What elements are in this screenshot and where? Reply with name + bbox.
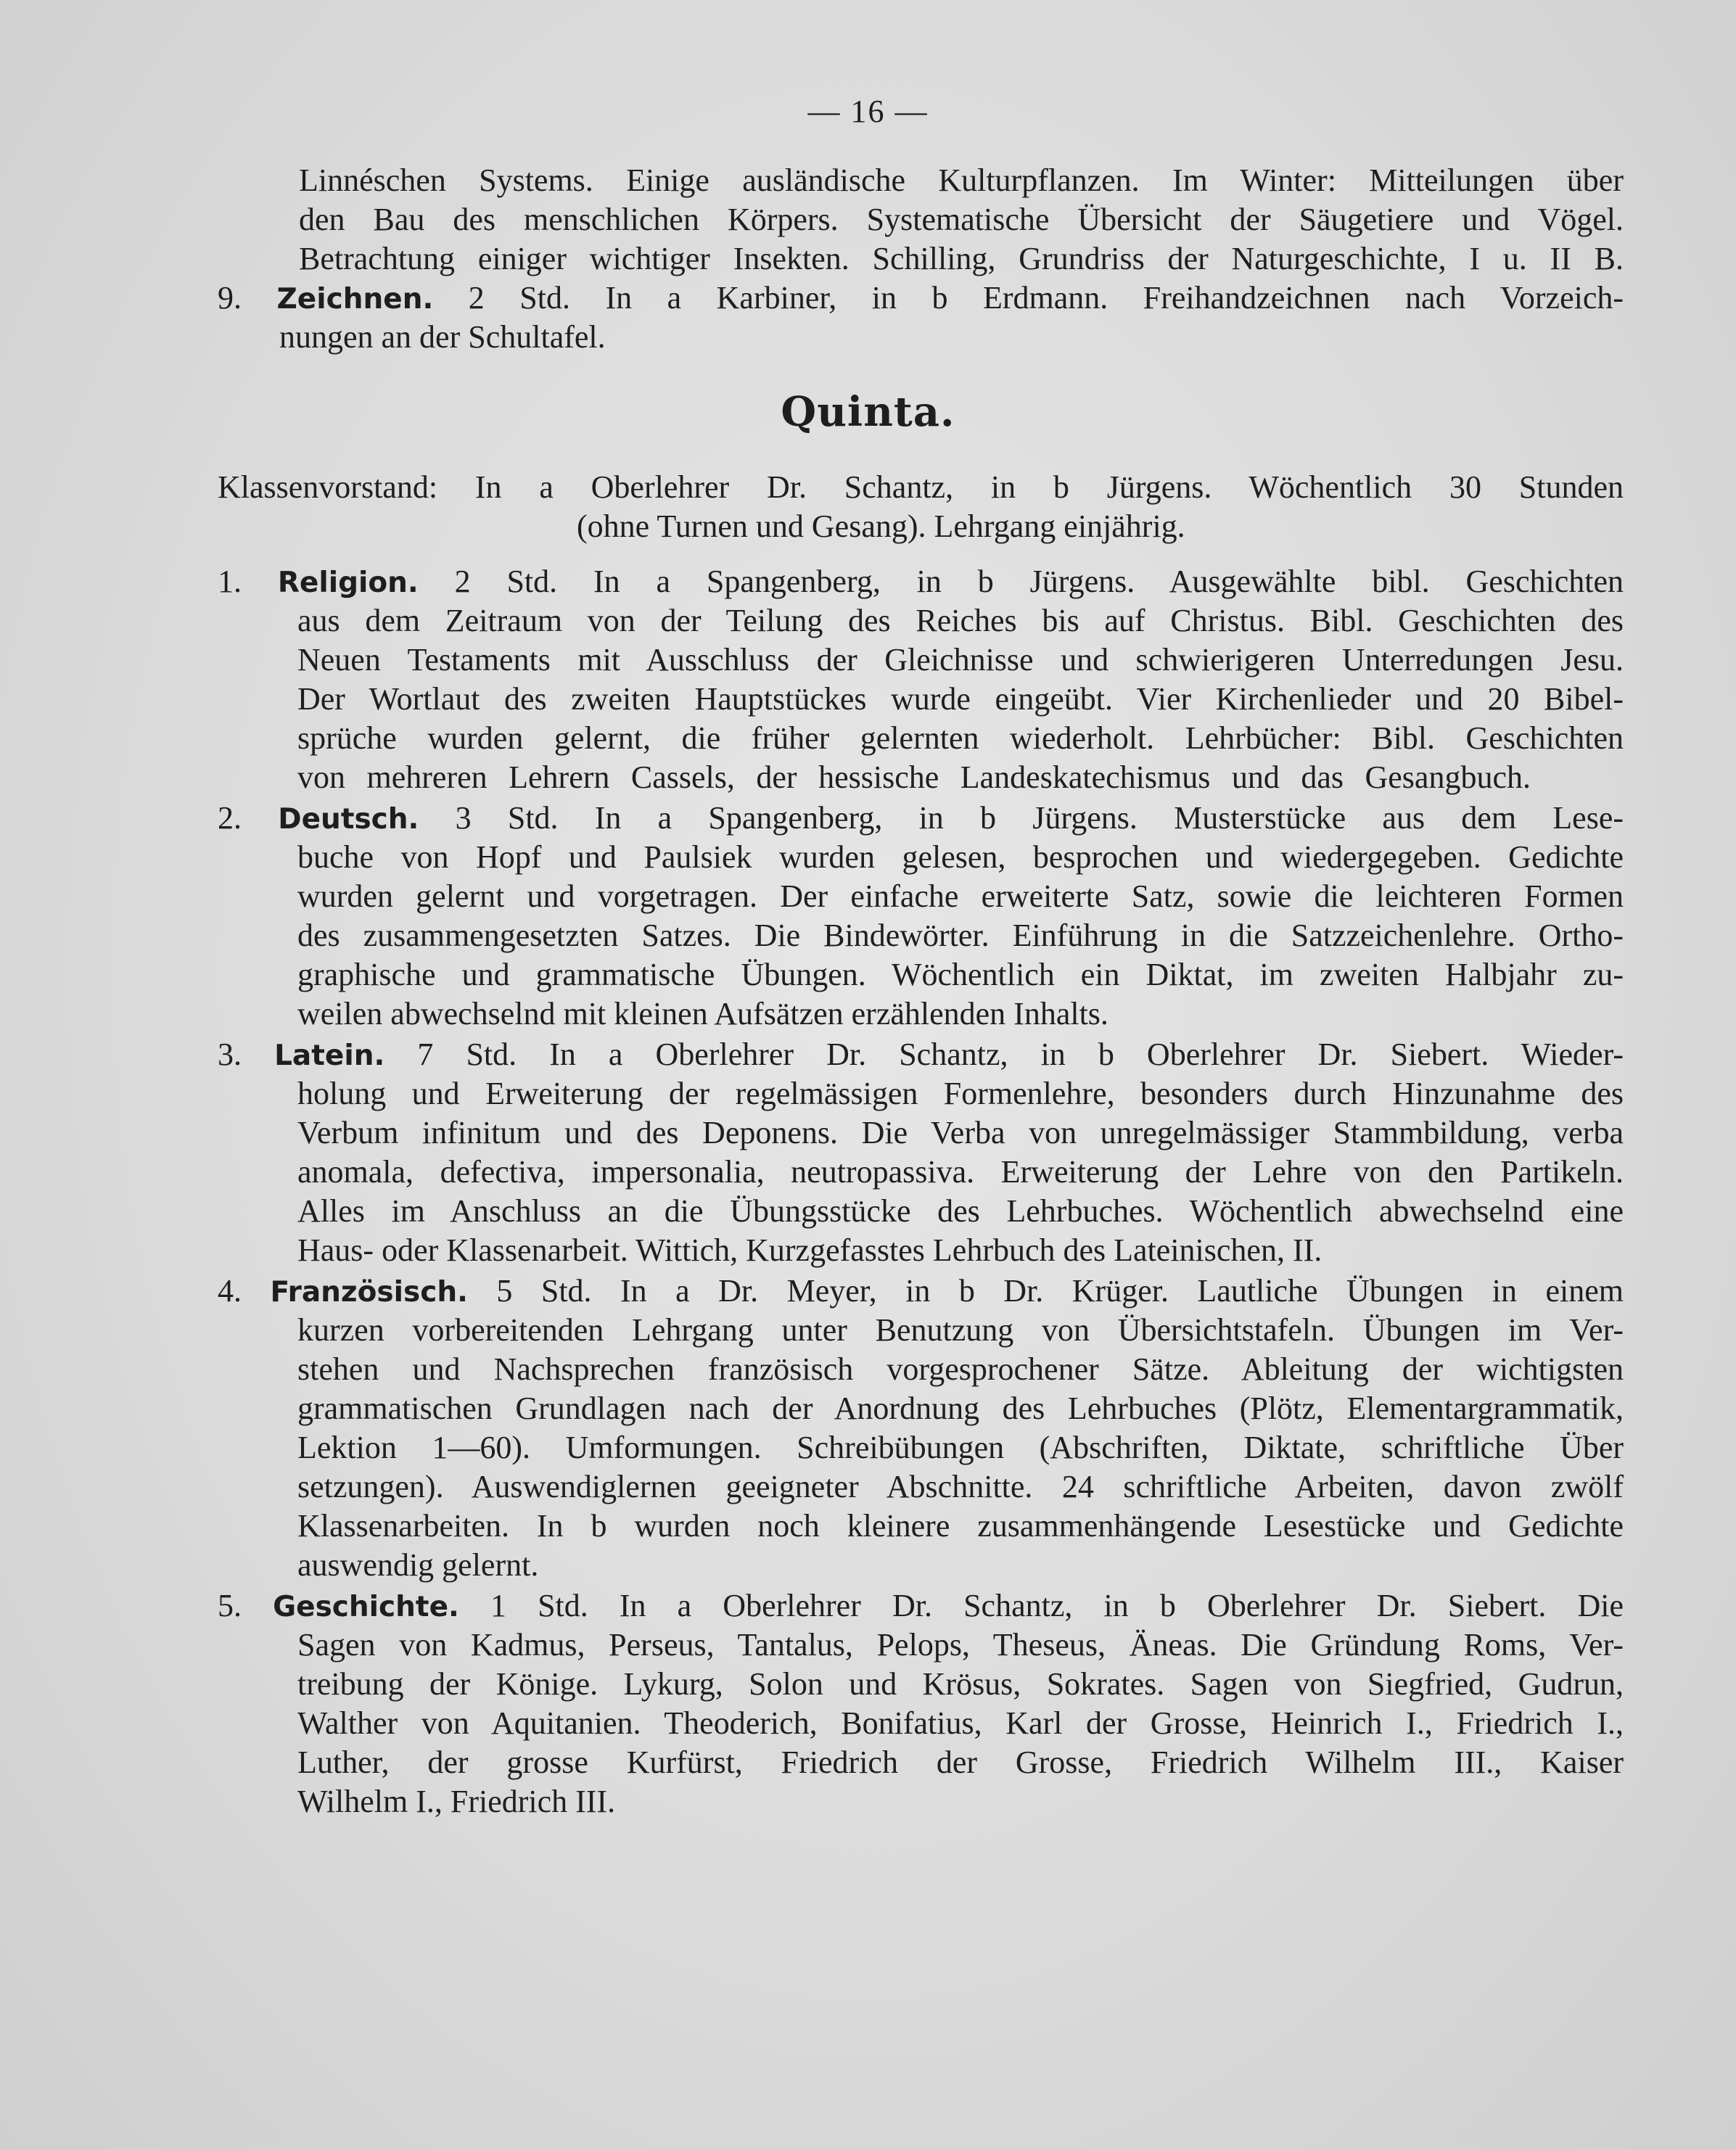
text-line: auswendig gelernt. (297, 1547, 539, 1583)
text-line: von mehreren Lehrern Cassels, der hessische Landeskatechismus und das Gesangbuch. (297, 759, 1531, 795)
line-text: 2 Std. In a Karbiner, in b Erdmann. Freihandzeichnen nach Vorzeich- (433, 280, 1624, 316)
line-text: 2 Std. In a Spangenberg, in b Jürgens. Ausgewählte bibl. Geschichten (418, 564, 1624, 599)
item-number: 5. (218, 1588, 273, 1623)
subject-line-latein (218, 1035, 1624, 1076)
text-line: Der Wortlaut des zweiten Hauptstückes wurde eingeübt. Vier Kirchenlieder und 20 Bibel- (297, 681, 1624, 717)
subject-line-geschichte (218, 1586, 1624, 1627)
subject-line-deutsch (218, 799, 1624, 839)
text-line: graphische und grammatische Übungen. Wöchentlich ein Diktat, im zweiten Halbjahr zu- (297, 957, 1624, 992)
text-line: Sagen von Kadmus, Perseus, Tantalus, Pelops, Theseus, Äneas. Die Gründung Roms, Ver- (297, 1627, 1624, 1663)
subject-line-franzoesisch (218, 1272, 1624, 1312)
text-line: treibung der Könige. Lykurg, Solon und Krösus, Sokrates. Sagen von Siegfried, Gudrun, (297, 1666, 1624, 1702)
text-line: aus dem Zeitraum von der Teilung des Reiches bis auf Christus. Bibl. Geschichten des (297, 603, 1624, 638)
text-line: den Bau des menschlichen Körpers. Systematische Übersicht der Säugetiere und Vögel. (299, 202, 1624, 237)
text-line: Verbum infinitum und des Deponens. Die Verba von unregelmässiger Stammbildung, verba (297, 1115, 1624, 1150)
text-line: nungen an der Schultafel. (279, 319, 606, 355)
section-heading: Quinta. (781, 388, 955, 436)
text-line: Linnéschen Systems. Einige ausländische Kulturpflanzen. Im Winter: Mitteilungen über (299, 162, 1624, 198)
subject-line-zeichnen (218, 279, 1624, 319)
page-number: — 16 — (807, 94, 929, 129)
subject-title: Religion. (277, 567, 419, 599)
line-text: 7 Std. In a Oberlehrer Dr. Schantz, in b Oberlehrer Dr. Siebert. Wieder- (384, 1037, 1624, 1072)
item-number: 4. (218, 1273, 271, 1309)
text-line: buche von Hopf und Paulsiek wurden gelesen, besprochen und wiedergegeben. Gedichte (297, 839, 1624, 875)
subject-title: Deutsch. (278, 803, 419, 836)
text-line: Luther, der grosse Kurfürst, Friedrich der Grosse, Friedrich Wilhelm III., Kaiser (297, 1745, 1624, 1780)
text-line: Alles im Anschluss an die Übungsstücke des Lehrbuches. Wöchentlich abwechselnd eine (297, 1193, 1624, 1229)
text-line: Haus- oder Klassenarbeit. Wittich, Kurzgefasstes Lehrbuch des Lateinischen, II. (297, 1232, 1322, 1268)
text-line: sprüche wurden gelernt, die früher gelernten wiederholt. Lehrbücher: Bibl. Geschichten (297, 720, 1624, 756)
text-line: setzungen). Auswendiglernen geeigneter Abschnitte. 24 schriftliche Arbeiten, davon zwölf (297, 1469, 1624, 1504)
text-line: Wilhelm I., Friedrich III. (297, 1784, 616, 1819)
text-line: Klassenvorstand: In a Oberlehrer Dr. Schantz, in b Jürgens. Wöchentlich 30 Stunden (218, 469, 1624, 505)
item-number: 3. (218, 1037, 275, 1072)
text-line: anomala, defectiva, impersonalia, neutropassiva. Erweiterung der Lehre von den Partikeln. (297, 1154, 1624, 1190)
text-line: kurzen vorbereitenden Lehrgang unter Benutzung von Übersichtstafeln. Übungen im Ver- (297, 1312, 1624, 1348)
item-number: 2. (218, 800, 279, 836)
text-line: wurden gelernt und vorgetragen. Der einfache erweiterte Satz, sowie die leichteren Formen (297, 878, 1624, 914)
text-line: stehen und Nachsprechen französisch vorgesprochener Sätze. Ableitung der wichtigsten (297, 1351, 1624, 1387)
text-line: Klassenarbeiten. In b wurden noch kleinere zusammenhängende Lesestücke und Gedichte (297, 1508, 1624, 1544)
subject-title: Französisch. (270, 1276, 468, 1309)
text-line: Lektion 1—60). Umformungen. Schreibübungen (Abschriften, Diktate, schriftliche Über (297, 1430, 1624, 1465)
subject-title: Zeichnen. (276, 283, 434, 316)
text-line: holung und Erweiterung der regelmässigen Formenlehre, besonders durch Hinzunahme des (297, 1076, 1624, 1111)
text-line: Walther von Aquitanien. Theoderich, Bonifatius, Karl der Grosse, Heinrich I., Friedrich I., (297, 1705, 1624, 1741)
text-line: (ohne Turnen und Gesang). Lehrgang einjährig. (577, 508, 1185, 544)
text-line: des zusammengesetzten Satzes. Die Bindewörter. Einführung in die Satzzeichenlehre. Ortho- (297, 918, 1624, 953)
item-number: 9. (218, 280, 277, 316)
line-text: 3 Std. In a Spangenberg, in b Jürgens. Musterstücke aus dem Lese- (419, 800, 1624, 836)
line-text: 1 Std. In a Oberlehrer Dr. Schantz, in b Oberlehrer Dr. Siebert. Die (458, 1588, 1624, 1623)
subject-title: Latein. (274, 1039, 385, 1072)
text-line: grammatischen Grundlagen nach der Anordnung des Lehrbuches (Plötz, Elementargrammatik, (297, 1391, 1624, 1426)
subject-line-religion (218, 562, 1624, 603)
text-line: weilen abwechselnd mit kleinen Aufsätzen erzählenden Inhalts. (297, 996, 1108, 1031)
text-line: Neuen Testaments mit Ausschluss der Gleichnisse und schwierigeren Unterredungen Jesu. (297, 642, 1624, 677)
text-line: Betrachtung einiger wichtiger Insekten. Schilling, Grundriss der Naturgeschichte, I u. II B. (299, 241, 1624, 276)
subject-title: Geschichte. (273, 1591, 459, 1623)
item-number: 1. (218, 564, 278, 599)
line-text: 5 Std. In a Dr. Meyer, in b Dr. Krüger. Lautliche Übungen in einem (467, 1273, 1624, 1309)
